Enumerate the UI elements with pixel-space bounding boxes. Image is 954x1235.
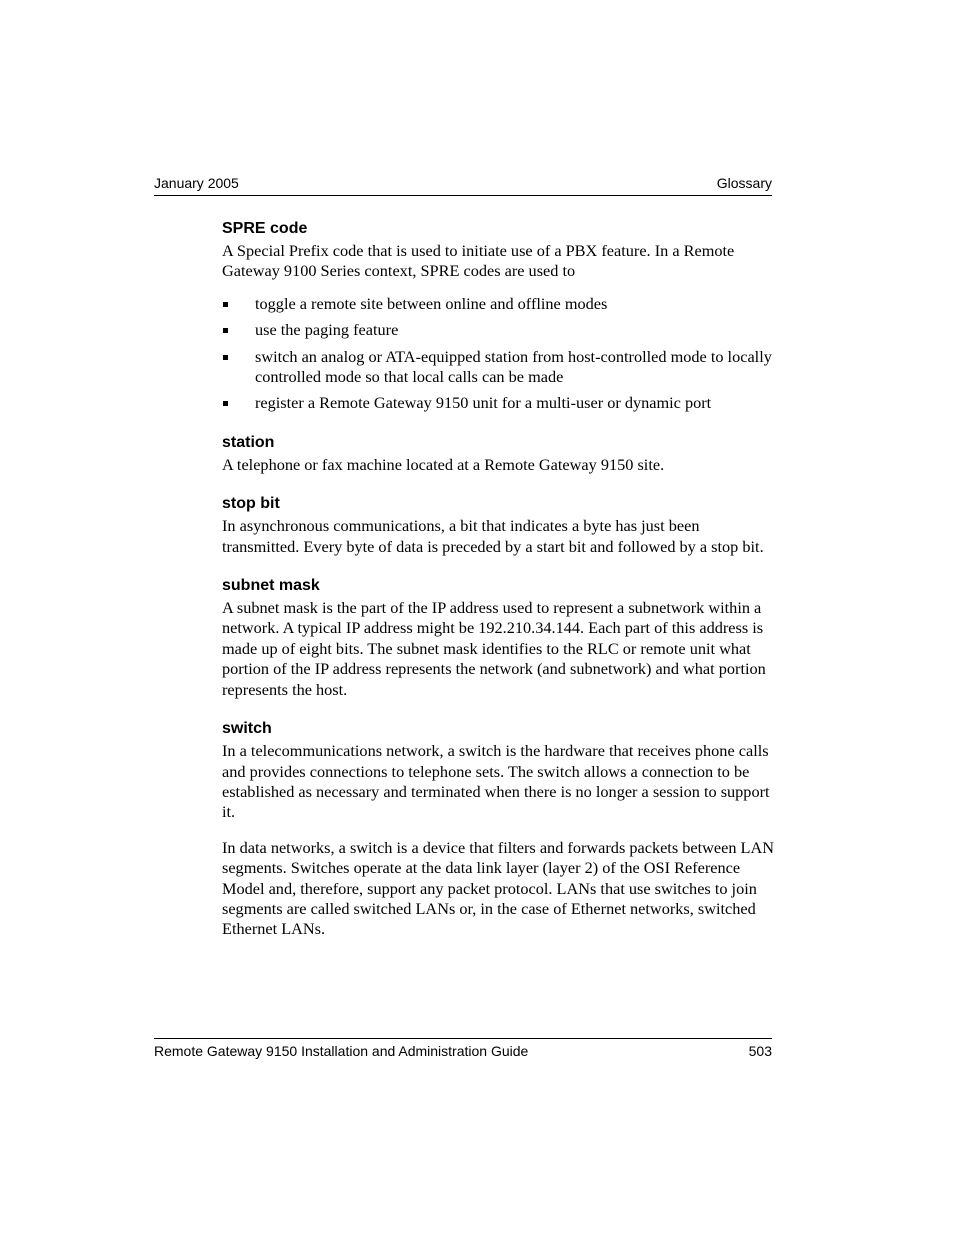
header-date: January 2005 (154, 175, 239, 191)
bullet-square-icon (223, 328, 228, 333)
bullet-square-icon (223, 401, 228, 406)
list-item: switch an analog or ATA-equipped station from host-controlled mode to locally controlled mode so that local calls can be made (222, 347, 774, 388)
term-definition: A subnet mask is the part of the IP address used to represent a subnetwork within a network. A typical IP address might be 192.210.34.144. Each part of this address is made up of eight bits. The subnet mask identifies to the RLC or remote unit what portion of the IP address represents the network (and subnetwork) and what portion represents the host. (222, 598, 766, 699)
bullet-list (222, 294, 774, 414)
header-section: Glossary (716, 175, 772, 191)
entry-spre-code (222, 219, 774, 414)
list-item: register a Remote Gateway 9150 unit for a multi-user or dynamic port (222, 393, 774, 413)
footer-title: Remote Gateway 9150 Installation and Administration Guide (154, 1043, 529, 1059)
list-item: use the paging feature (222, 320, 774, 340)
entry-subnet-mask (222, 576, 774, 700)
term-title: switch (222, 720, 272, 738)
term-title: stop bit (222, 495, 280, 513)
term-definition: In a telecommunications network, a switch is the hardware that receives phone calls and provides connections to telephone sets. The switch allows a connection to be established as necessary and terminated when there is no longer a session to support it. (222, 741, 770, 822)
glossary-content (222, 219, 774, 959)
term-title: subnet mask (222, 577, 320, 595)
entry-switch (222, 719, 774, 940)
term-definition: A Special Prefix code that is used to initiate use of a PBX feature. In a Remote Gateway 9100 Series context, SPRE codes are used to (222, 241, 735, 281)
term-definition: A telephone or fax machine located at a Remote Gateway 9150 site. (222, 454, 665, 474)
page-number: 503 (748, 1043, 772, 1059)
term-title: station (222, 433, 275, 451)
entry-stop-bit (222, 494, 774, 557)
bullet-square-icon (223, 302, 228, 307)
list-item: toggle a remote site between online and offline modes (222, 294, 774, 314)
page-footer (154, 1038, 772, 1059)
entry-station (222, 433, 774, 475)
term-title: SPRE code (222, 220, 308, 237)
term-definition-second: In data networks, a switch is a device that filters and forwards packets between LAN segments. Switches operate at the data link layer (layer 2) of the OSI Reference Model and, therefore, support any packet protocol. LANs that use switches to join segments are called switched LANs or, in the case of Ethernet networks, switched Ethernet LANs. (222, 837, 775, 939)
term-definition: In asynchronous communications, a bit that indicates a byte has just been transmitted. Every byte of data is preceded by a start bit and followed by a stop bit. (222, 516, 764, 556)
bullet-square-icon (223, 355, 228, 360)
page-header (154, 175, 772, 196)
